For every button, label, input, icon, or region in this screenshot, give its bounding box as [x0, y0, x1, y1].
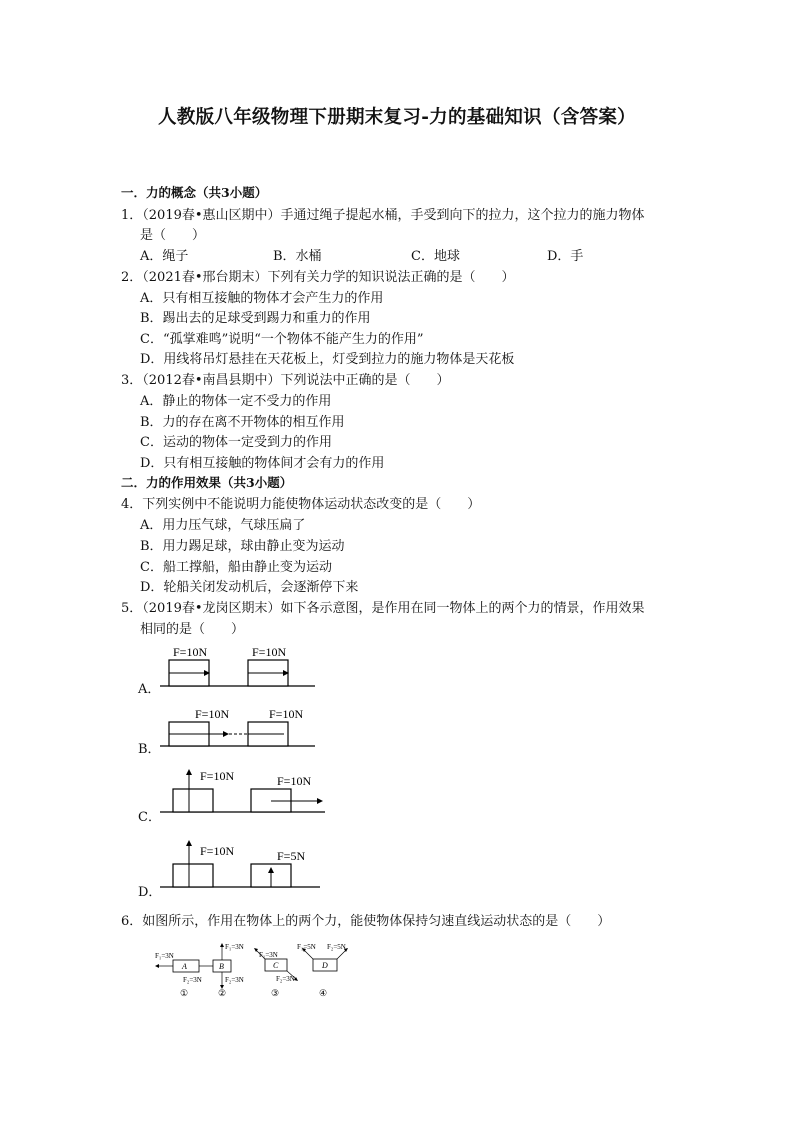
- q5-figure-d: [160, 836, 330, 894]
- q1-option-b: B．水桶: [273, 249, 322, 264]
- q6-figure-item-1: [155, 952, 217, 998]
- q1-option-c: C．地球: [411, 249, 460, 264]
- q1-option-d: D．手: [547, 249, 584, 264]
- q5-figure-b-label: B．: [138, 742, 161, 757]
- q5-figure-c: [160, 764, 335, 820]
- q6-figure: [135, 935, 370, 1003]
- q3-option-d: D．只有相互接触的物体间才会有力的作用: [140, 456, 385, 471]
- q3-stem: 3．（2012春•南昌县期中）下列说法中正确的是（ ）: [121, 373, 450, 388]
- q6-item-3-number: ③: [271, 988, 280, 998]
- q5-figure-c-right-force: F=10N: [277, 774, 312, 788]
- q4-stem: 4．下列实例中不能说明力能使物体运动状态改变的是（ ）: [121, 497, 481, 512]
- q5-figure-a-label: A．: [138, 682, 161, 697]
- q5-figure-b-left-force: F=10N: [195, 707, 230, 721]
- q6-item-4-f1: F₁=5N: [297, 943, 316, 951]
- q4-option-a: A．用力压气球，气球压扁了: [140, 518, 306, 533]
- q2-stem: 2．（2021春•邢台期末）下列有关力学的知识说法正确的是（ ）: [121, 270, 515, 285]
- q6-stem: 6．如图所示，作用在物体上的两个力，能使物体保持匀速直线运动状态的是（ ）: [121, 914, 611, 929]
- q6-item-3-f2: F₂=3N: [276, 975, 295, 983]
- q5-stem-continued: 相同的是（ ）: [140, 622, 245, 637]
- q5-figure-d-left-force: F=10N: [200, 844, 235, 858]
- q6-item-2-f1: F₁=3N: [225, 943, 244, 951]
- section-heading-force-effect: 二．力的作用效果（共3小题）: [121, 475, 293, 490]
- q6-block-a: A: [182, 962, 187, 971]
- q4-option-d: D．轮船关闭发动机后，会逐渐停下来: [140, 580, 359, 595]
- q6-block-d: D: [322, 961, 328, 970]
- q5-figure-a: [160, 640, 330, 700]
- q6-item-2-f2: F₂=3N: [225, 976, 244, 984]
- q6-block-b: B: [219, 962, 224, 971]
- q6-block-c: C: [273, 961, 279, 970]
- q5-figure-c-left-force: F=10N: [200, 769, 235, 783]
- q5-figure-b-right-force: F=10N: [269, 707, 304, 721]
- q5-figure-a-right-force: F=10N: [252, 645, 287, 659]
- q6-item-3-f1: F₁=3N: [259, 951, 278, 959]
- q2-option-d: D．用线将吊灯悬挂在天花板上，灯受到拉力的施力物体是天花板: [140, 352, 515, 367]
- q6-figure-item-4: [297, 943, 348, 998]
- section-heading-force-concept: 一．力的概念（共3小题）: [121, 185, 268, 200]
- q6-item-1-f1: F₁=3N: [155, 952, 174, 960]
- q5-figure-d-label: D．: [138, 885, 162, 900]
- q5-figure-b: [160, 702, 330, 762]
- q6-item-1-number: ①: [180, 988, 189, 998]
- q4-option-b: B．用力踢足球，球由静止变为运动: [140, 539, 345, 554]
- q5-stem: 5．（2019春•龙岗区期末）如下各示意图，是作用在同一物体上的两个力的情景，作用效果: [121, 601, 645, 616]
- q6-item-4-number: ④: [319, 988, 328, 998]
- q2-option-c: C．“孤掌难鸣”说明“一个物体不能产生力的作用”: [140, 332, 424, 347]
- q5-figure-a-left-force: F=10N: [173, 645, 208, 659]
- q3-option-c: C．运动的物体一定受到力的作用: [140, 435, 332, 450]
- document-title: 人教版八年级物理下册期末复习-力的基础知识（含答案）: [158, 107, 636, 128]
- q6-figure-item-2: [213, 943, 244, 998]
- q3-option-a: A．静止的物体一定不受力的作用: [140, 394, 332, 409]
- q5-figure-c-label: C．: [138, 810, 161, 825]
- q1-option-a: A．绳子: [140, 249, 189, 264]
- q6-item-1-f2: F₂=3N: [183, 976, 202, 984]
- q1-stem: 1．（2019春•惠山区期中）手通过绳子提起水桶，手受到向下的拉力，这个拉力的施力物体: [121, 208, 645, 223]
- q6-item-4-f2: F₂=5N: [327, 943, 346, 951]
- q2-option-b: B．踢出去的足球受到踢力和重力的作用: [140, 311, 371, 326]
- q2-option-a: A．只有相互接触的物体才会产生力的作用: [140, 291, 384, 306]
- q1-stem-continued: 是（ ）: [140, 228, 206, 243]
- q6-figure-item-3: [254, 948, 298, 998]
- q6-item-2-number: ②: [218, 988, 227, 998]
- q3-option-b: B．力的存在离不开物体的相互作用: [140, 415, 345, 430]
- q5-figure-d-right-force: F=5N: [277, 849, 306, 863]
- q4-option-c: C．船工撑船，船由静止变为运动: [140, 560, 332, 575]
